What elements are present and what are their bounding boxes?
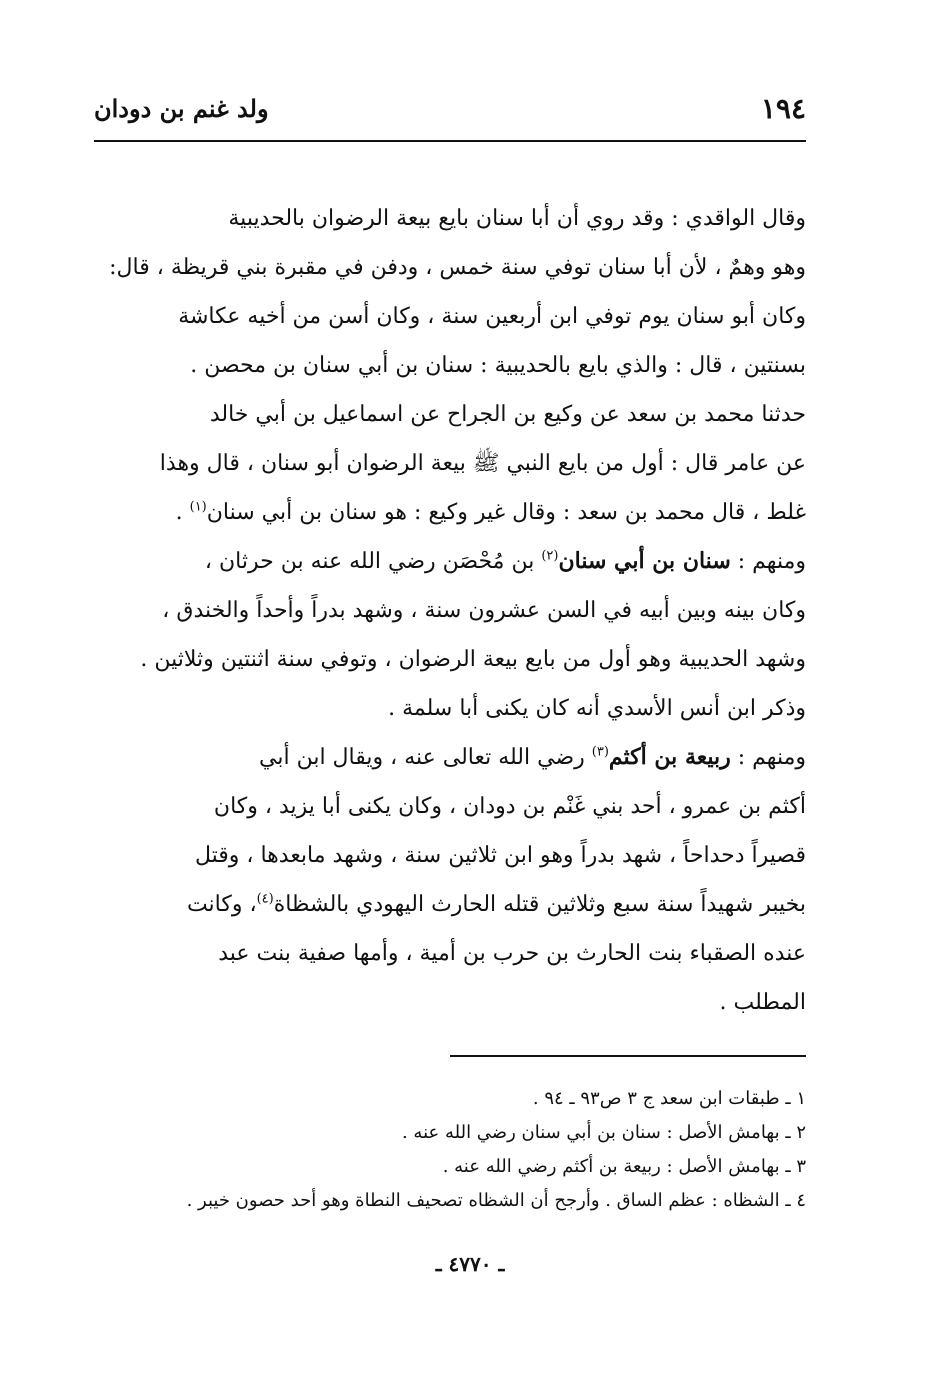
text-line: وذكر ابن أنس الأسدي أنه كان يكنى أبا سلمة . <box>388 696 806 721</box>
text-segment: بخيبر شهيداً سنة سبع وثلاثين قتله الحارث اليهودي بالشظاة <box>273 892 806 917</box>
text-line: وشهد الحديبية وهو أول من بايع بيعة الرضوان ، وتوفي سنة اثنتين وثلاثين . <box>140 647 806 672</box>
text-line <box>94 880 806 929</box>
footnote-ref-4: (٤) <box>256 891 274 907</box>
text-line <box>94 488 806 537</box>
text-line: حدثنا محمد بن سعد عن وكيع بن الجراح عن اسماعيل بن أبي خالد <box>209 402 806 427</box>
text-line: وكان بينه وبين أبيه في السن عشرون سنة ، وشهد بدراً وأحداً والخندق ، <box>162 598 806 623</box>
text-line <box>94 733 806 782</box>
text-line: قصيراً دحداحاً ، شهد بدراً وهو ابن ثلاثين سنة ، وشهد مابعدها ، وقتل <box>194 843 806 868</box>
text-line: عن عامر قال : أول من بايع النبي ﷺ بيعة الرضوان أبو سنان ، قال وهذا <box>159 451 806 476</box>
page-header <box>94 88 806 128</box>
text-line: المطلب . <box>719 990 806 1015</box>
footnote-ref-1: (١) <box>189 499 207 515</box>
footnote-4: ٤ ـ الشظاه : عظم الساق . وأرجح أن الشظاه تصحيف النطاة وهو أحد حصون خيبر . <box>186 1190 806 1211</box>
text-line: بسنتين ، قال : والذي بايع بالحديبية : سنان بن أبي سنان بن محصن . <box>190 353 806 378</box>
footnote-1: ١ ـ طبقات ابن سعد ج ٣ ص٩٣ ـ ٩٤ . <box>532 1088 806 1109</box>
text-line <box>94 537 806 586</box>
footnote-rule <box>450 1055 806 1057</box>
footnote-ref-2: (٢) <box>541 548 559 564</box>
archive-number: ـ ٤٧٧٠ ـ <box>435 1252 505 1276</box>
footnote-2: ٢ ـ بهامش الأصل : سنان بن أبي سنان رضي الله عنه . <box>401 1122 806 1143</box>
text-segment: رضي الله تعالى عنه ، ويقال ابن أبي <box>259 745 592 770</box>
bold-name: ربيعة بن أكثم <box>608 744 731 770</box>
text-segment: ، وكانت <box>186 892 257 917</box>
text-segment: ومنهم : <box>730 745 806 770</box>
footnote-3: ٣ ـ بهامش الأصل : ربيعة بن أكثم رضي الله عنه . <box>442 1156 806 1177</box>
footnotes <box>94 1082 806 1218</box>
header-rule <box>94 140 806 142</box>
bold-name: سنان بن أبي سنان <box>558 548 731 574</box>
body-text <box>94 194 806 1027</box>
text-line: وقال الواقدي : وقد روي أن أبا سنان بايع بيعة الرضوان بالحديبية <box>228 206 806 231</box>
running-title: ولد غنم بن دودان <box>94 93 269 123</box>
text-segment: . <box>175 500 190 525</box>
text-line: عنده الصقباء بنت الحارث بن حرب بن أمية ، وأمها صفية بنت عبد <box>218 941 806 966</box>
page-number: ١٩٤ <box>760 91 806 125</box>
text-line: وهو وهمٌ ، لأن أبا سنان توفي سنة خمس ، ودفن في مقبرة بني قريظة ، قال: <box>109 255 806 280</box>
text-segment: بن مُحْصَن رضي الله عنه بن حرثان ، <box>204 549 542 574</box>
text-line: أكثم بن عمرو ، أحد بني غَنْم بن دودان ، وكان يكنى أبا يزيد ، وكان <box>213 794 806 819</box>
text-segment: غلط ، قال محمد بن سعد : وقال غير وكيع : هو سنان بن أبي سنان <box>206 500 806 525</box>
text-segment: ومنهم : <box>730 549 806 574</box>
text-line: وكان أبو سنان يوم توفي ابن أربعين سنة ، وكان أسن من أخيه عكاشة <box>178 304 806 329</box>
footnote-ref-3: (٣) <box>591 744 609 760</box>
